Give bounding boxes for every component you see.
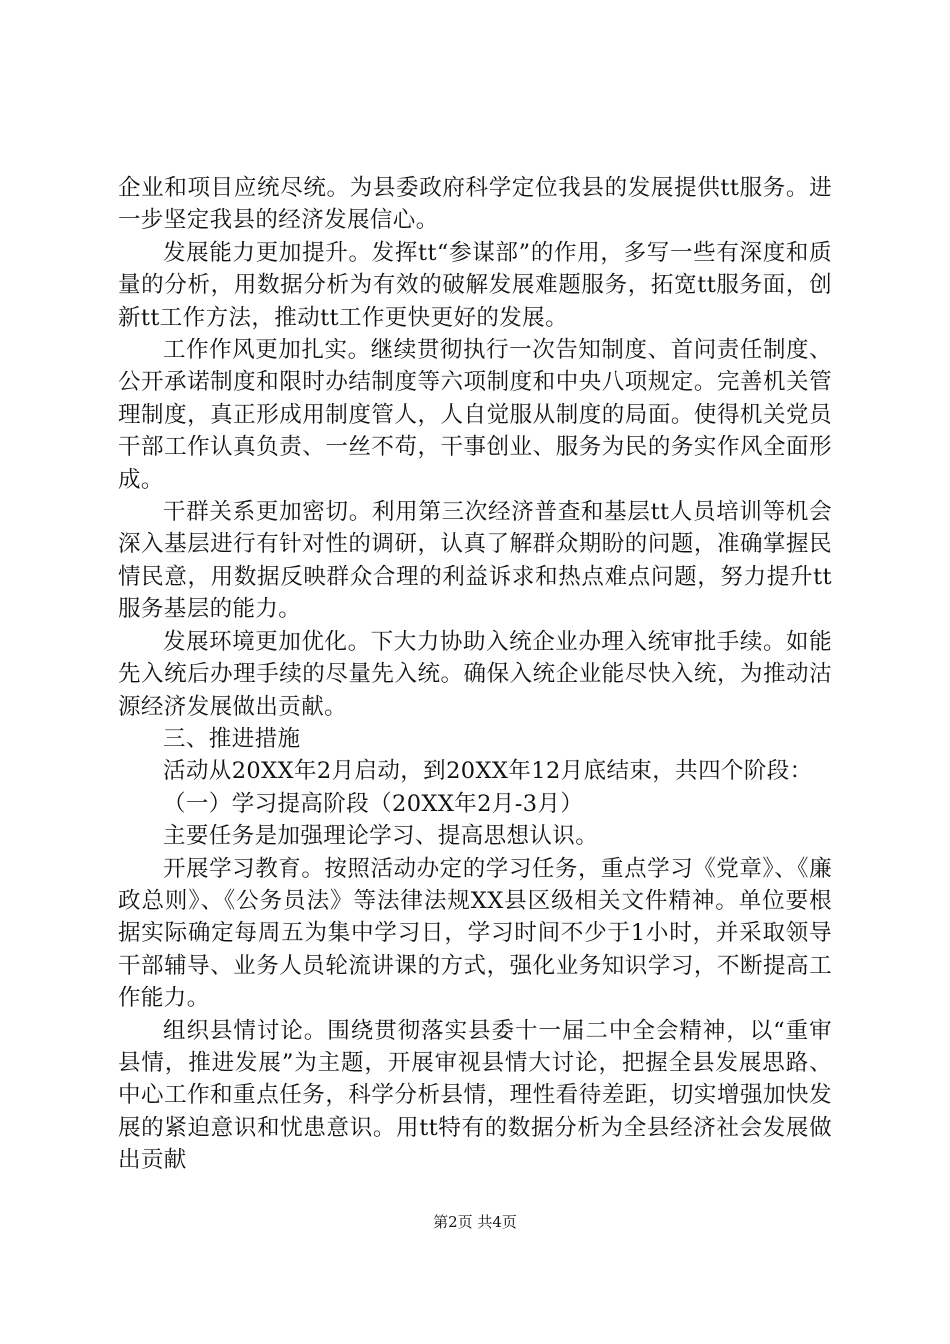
page-footer	[0, 1212, 950, 1232]
section-heading: 三、推进措施	[163, 725, 301, 752]
paragraph-10: 开展学习教育。按照活动办定的学习任务，重点学习《党章》、《廉政总则》、《公务员法》等法律法规XX县区级相关文件精神。单位要根据实际确定每周五为集中学习日，学习时间不少于1小时，并采取领导干部辅导、业务人员轮流讲课的方式，强化业务知识学习，不断提高工作能力。	[118, 855, 832, 1012]
paragraph-1: 企业和项目应统尽统。为县委政府科学定位我县的发展提供tt服务。进一步坚定我县的经济发展信心。	[118, 175, 832, 234]
paragraph-9: 主要任务是加强理论学习、提高思想认识。	[163, 823, 599, 850]
page-number-label: 第2页 共4页	[433, 1213, 517, 1231]
subsection-heading: （一）学习提高阶段（20XX年2月-3月）	[163, 790, 584, 817]
document-body	[118, 172, 832, 1177]
paragraph-3: 工作作风更加扎实。继续贯彻执行一次告知制度、首问责任制度、公开承诺制度和限时办结制度等六项制度和中央八项规定。完善机关管理制度，真正形成用制度管人，人自觉服从制度的局面。使得机关党员干部工作认真负责、一丝不苟，干事创业、服务为民的务实作风全面形成。	[118, 337, 832, 493]
paragraph-7: 活动从20XX年2月启动，到20XX年12月底结束，共四个阶段：	[163, 758, 813, 785]
paragraph-5: 发展环境更加优化。下大力协助入统企业办理入统审批手续。如能先入统后办理手续的尽量先入统。确保入统企业能尽快入统，为推动沽源经济发展做出贡献。	[118, 628, 832, 720]
paragraph-2: 发展能力更加提升。发挥tt“参谋部”的作用，多写一些有深度和质量的分析，用数据分析为有效的破解发展难题服务，拓宽tt服务面，创新tt工作方法，推动tt工作更快更好的发展。	[118, 239, 832, 331]
paragraph-4: 干群关系更加密切。利用第三次经济普查和基层tt人员培训等机会深入基层进行有针对性的调研，认真了解群众期盼的问题，准确掌握民情民意，用数据反映群众合理的利益诉求和热点难点问题，努力提升tt服务基层的能力。	[118, 499, 832, 623]
paragraph-11: 组织县情讨论。围绕贯彻落实县委十一届二中全会精神，以“重审县情，推进发展”为主题，开展审视县情大讨论，把握全县发展思路、中心工作和重点任务，科学分析县情，理性看待差距，切实增强加快发展的紧迫意识和忧患意识。用tt特有的数据分析为全县经济社会发展做出贡献	[118, 1017, 832, 1174]
